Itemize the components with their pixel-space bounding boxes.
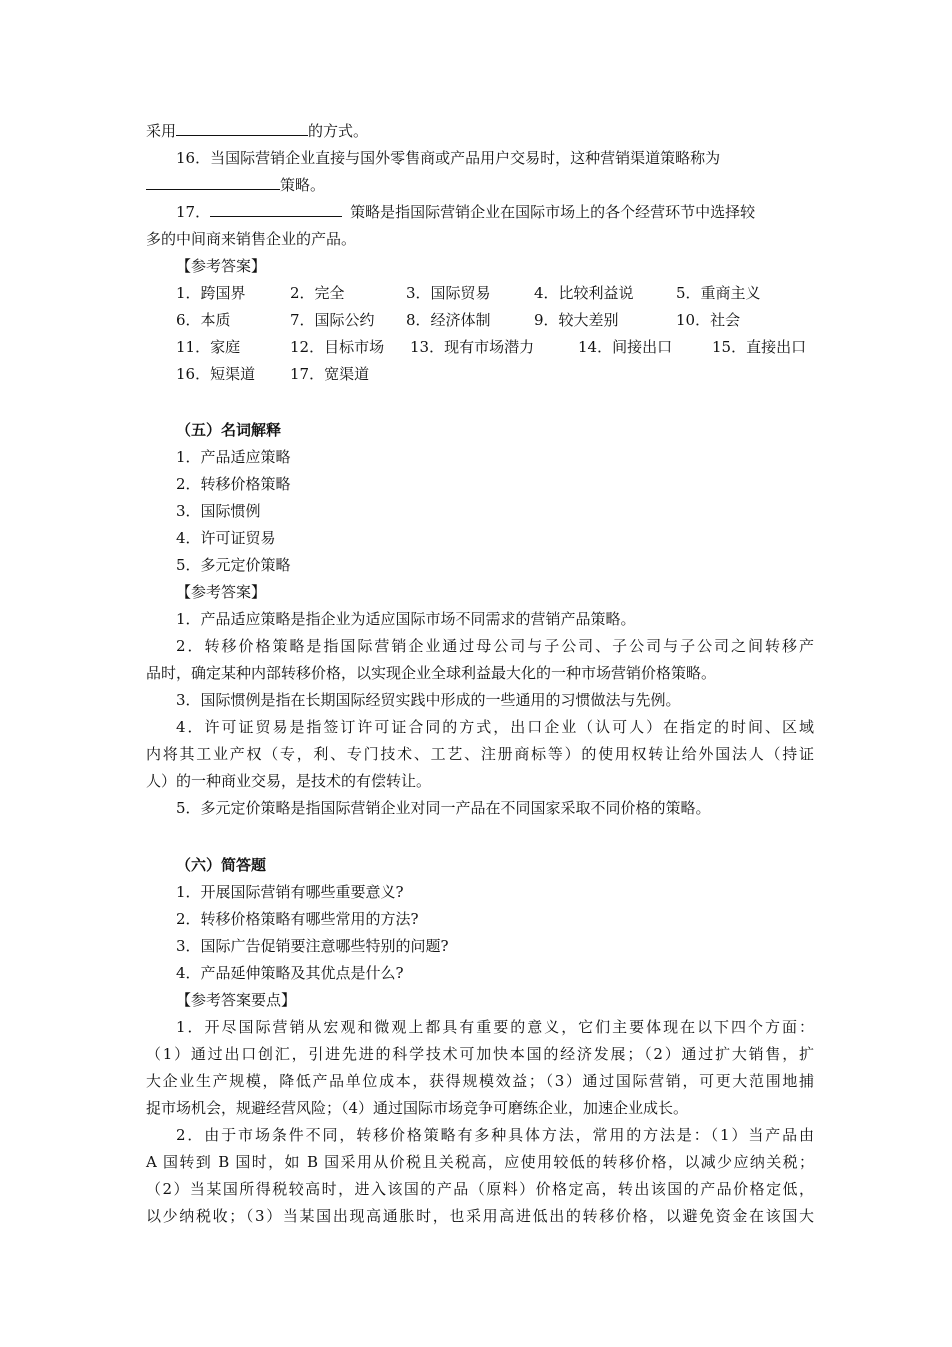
answer-paragraph: 4．许可证贸易是指签订许可证合同的方式，出口企业（认可人）在指定的时间、区域 xyxy=(176,718,814,736)
reference-answer-heading: 【参考答案】 xyxy=(176,257,267,275)
answer-paragraph-cont: （1）通过出口创汇，引进先进的科学技术可加快本国的经济发展；（2）通过扩大销售，扩 xyxy=(146,1045,814,1063)
q17-tail: 多的中间商来销售企业的产品。 xyxy=(146,230,357,248)
q16-tail: 策略。 xyxy=(146,172,814,199)
answer-paragraph: 2．由于市场条件不同，转移价格策略有多种具体方法，常用的方法是：（1）当产品由 xyxy=(176,1126,814,1144)
answer-paragraph: 1．开尽国际营销从宏观和微观上都具有重要的意义，它们主要体现在以下四个方面： xyxy=(176,1018,814,1036)
answer-blank xyxy=(176,119,308,136)
list-item: 3．国际惯例 xyxy=(176,502,261,520)
list-item: 5．多元定价策略 xyxy=(176,556,291,574)
answer-row: 16．短渠道 17．宽渠道 xyxy=(176,365,370,383)
answer-paragraph-cont: 大企业生产规模，降低产品单位成本，获得规模效益；（3）通过国际营销，可更大范围地捕 xyxy=(146,1072,814,1090)
list-item: 4．产品延伸策略及其优点是什么? xyxy=(176,964,404,982)
answer-paragraph-cont: 内将其工业产权（专，利、专门技术、工艺、注册商标等）的使用权转让给外国法人（持证 xyxy=(146,745,814,763)
answer-paragraph-cont: 捉市场机会，规避经营风险；（4）通过国际市场竞争可磨练企业，加速企业成长。 xyxy=(146,1099,689,1117)
list-item: 2．转移价格策略有哪些常用的方法? xyxy=(176,910,419,928)
section-heading: （五）名词解释 xyxy=(176,421,282,439)
short-answer-section xyxy=(146,852,814,1230)
answer-paragraph-cont: A 国转到 B 国时，如 B 国采用从价税且关税高，应使用较低的转移价格，以减少应纳关税； xyxy=(146,1153,814,1171)
answer-paragraph: 2．转移价格策略是指国际营销企业通过母公司与子公司、子公司与子公司之间转移产 xyxy=(176,637,814,655)
terms-section xyxy=(146,417,814,822)
answer-paragraph: 1．产品适应策略是指企业为适应国际市场不同需求的营销产品策略。 xyxy=(176,610,636,628)
answer-paragraph-cont: 人）的一种商业交易，是技术的有偿转让。 xyxy=(146,772,432,790)
answer-paragraph: 5．多元定价策略是指国际营销企业对同一产品在不同国家采取不同价格的策略。 xyxy=(176,799,711,817)
answer-row: 6．本质 7．国际公约 8．经济体制 9．较大差别 10．社会 xyxy=(176,311,741,329)
answer-paragraph: 3．国际惯例是指在长期国际经贸实践中形成的一些通用的习惯做法与先例。 xyxy=(176,691,681,709)
answer-row: 11．家庭 12．目标市场 13．现有市场潜力 14．间接出口 15．直接出口 xyxy=(176,338,807,356)
reference-answer-heading: 【参考答案】 xyxy=(176,583,267,601)
answer-row: 1．跨国界 2．完全 3．国际贸易 4．比较利益说 5．重商主义 xyxy=(176,284,761,302)
list-item: 2．转移价格策略 xyxy=(176,475,291,493)
list-item: 3．国际广告促销要注意哪些特别的问题? xyxy=(176,937,449,955)
reference-answer-heading: 【参考答案要点】 xyxy=(176,991,297,1009)
answer-paragraph-cont: （2）当某国所得税较高时，进入该国的产品（原料）价格定高，转出该国的产品价格定低， xyxy=(146,1180,814,1198)
answer-blank xyxy=(210,200,342,217)
q15-tail: 采用 的方式。 xyxy=(146,118,814,145)
answer-paragraph-cont: 以少纳税收；（3）当某国出现高通胀时，也采用高进低出的转移价格，以避免资金在该国大 xyxy=(146,1207,814,1225)
q17-line: 17． 策略是指国际营销企业在国际市场上的各个经营环节中选择较 xyxy=(146,199,814,226)
list-item: 4．许可证贸易 xyxy=(176,529,276,547)
list-item: 1．开展国际营销有哪些重要意义? xyxy=(176,883,404,901)
list-item: 1．产品适应策略 xyxy=(176,448,291,466)
section-heading: （六）简答题 xyxy=(176,856,267,874)
answer-blank xyxy=(146,173,280,190)
answer-paragraph-cont: 品时，确定某种内部转移价格，以实现企业全球利益最大化的一种市场营销价格策略。 xyxy=(146,664,717,682)
fill-in-section xyxy=(146,118,814,388)
q16-line: 16．当国际营销企业直接与国外零售商或产品用户交易时，这种营销渠道策略称为 xyxy=(176,149,721,167)
